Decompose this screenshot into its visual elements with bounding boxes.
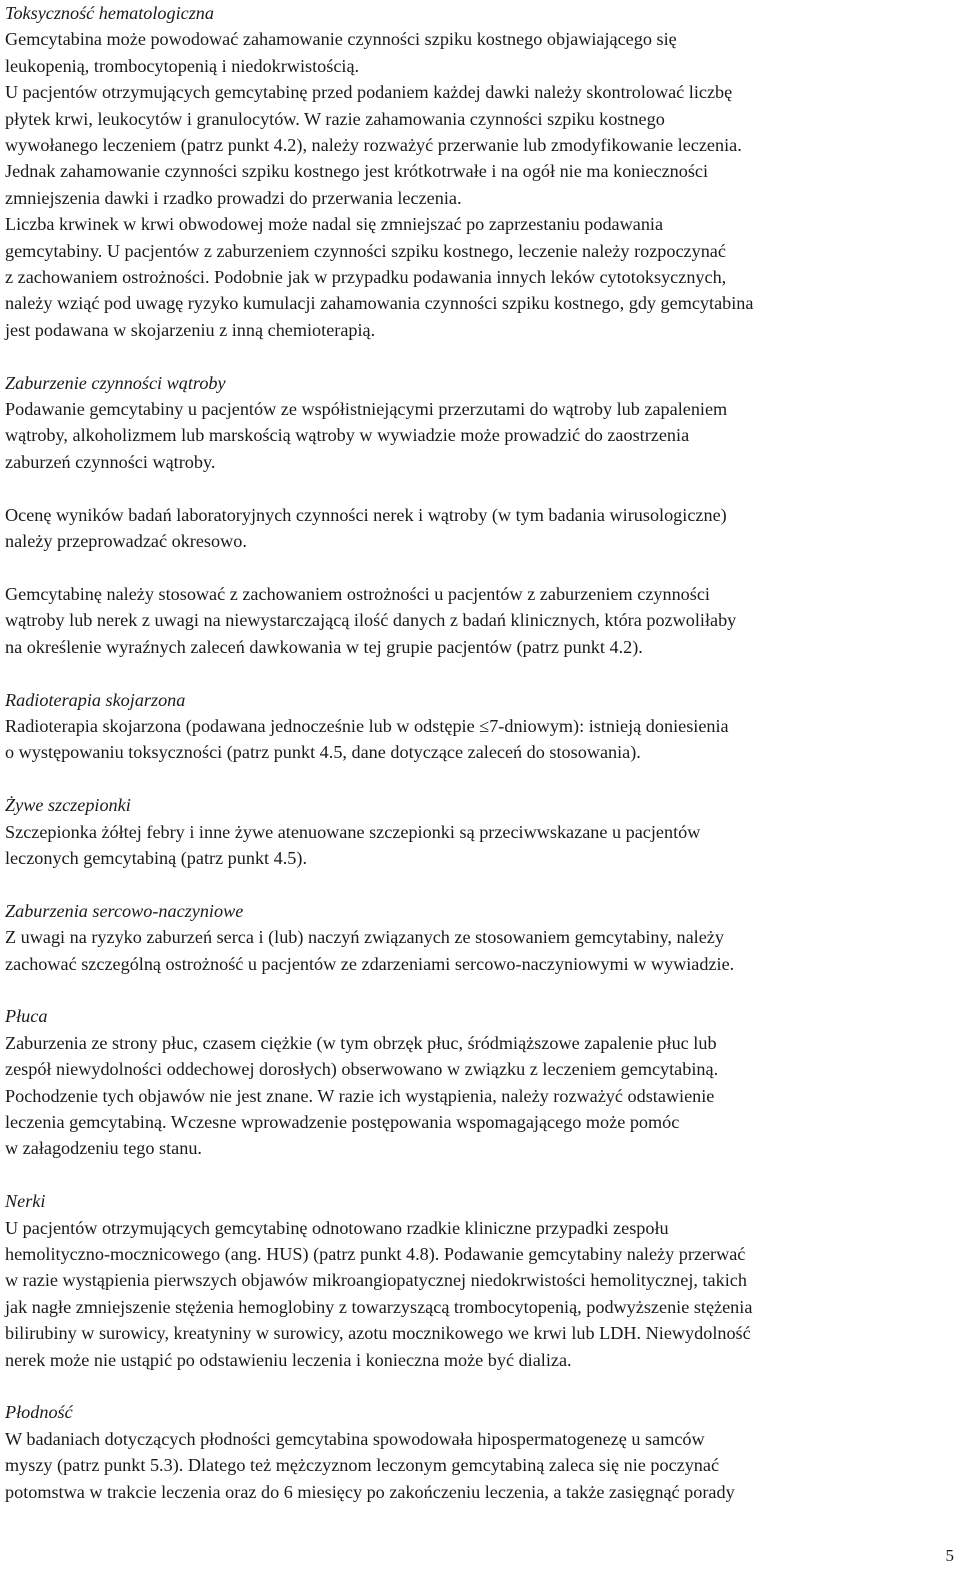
paragraph-line: gemcytabiny. U pacjentów z zaburzeniem czynności szpiku kostnego, leczenie należy rozpoczynać <box>5 240 726 261</box>
paragraph-line: płytek krwi, leukocytów i granulocytów. W razie zahamowania czynności szpiku kostnego <box>5 108 665 129</box>
paragraph-line: bilirubiny w surowicy, kreatyniny w surowicy, azotu mocznikowego we krwi lub LDH. Niewydolność <box>5 1323 751 1344</box>
paragraph-line: Ocenę wyników badań laboratoryjnych czynności nerek i wątroby (w tym badania wirusologiczne) <box>5 504 727 525</box>
paragraph-line: W badaniach dotyczących płodności gemcytabina spowodowała hipospermatogenezę u samców <box>5 1428 705 1449</box>
paragraph-line: myszy (patrz punkt 5.3). Dlatego też mężczyznom leczonym gemcytabiną zaleca się nie poczynać <box>5 1455 720 1476</box>
paragraph-line: wątroby, alkoholizmem lub marskością wątroby w wywiadzie może prowadzić do zaostrzenia <box>5 425 690 446</box>
paragraph-line: Gemcytabinę należy stosować z zachowaniem ostrożności u pacjentów z zaburzeniem czynności <box>5 583 710 604</box>
section <box>5 1003 955 1161</box>
paragraph-line: Podawanie gemcytabiny u pacjentów ze współistniejącymi przerzutami do wątroby lub zapaleniem <box>5 399 728 420</box>
section <box>5 0 955 343</box>
paragraph-line: Z uwagi na ryzyko zaburzeń serca i (lub) naczyń związanych ze stosowaniem gemcytabiny, należy <box>5 927 724 948</box>
paragraph-line: Zaburzenia ze strony płuc, czasem ciężkie (w tym obrzęk płuc, śródmiąższowe zapalenie płuc lub <box>5 1032 717 1053</box>
paragraph-line: Gemcytabina może powodować zahamowanie czynności szpiku kostnego objawiającego się <box>5 29 677 50</box>
paragraph-line: jak nagłe zmniejszenie stężenia hemoglobiny z towarzyszącą trombocytopenią, podwyższenie stężenia <box>5 1296 753 1317</box>
document-page <box>5 0 955 1505</box>
paragraph-line: w razie wystąpienia pierwszych objawów mikroangiopatycznej niedokrwistości hemolitycznej, takich <box>5 1270 747 1291</box>
paragraph-line: w załagodzeniu tego stanu. <box>5 1138 202 1159</box>
section <box>5 792 955 871</box>
section-heading: Zaburzenia sercowo-naczyniowe <box>5 900 244 921</box>
paragraph-line: Jednak zahamowanie czynności szpiku kostnego jest krótkotrwałe i na ogół nie ma konieczności <box>5 161 709 182</box>
paragraph-line: U pacjentów otrzymujących gemcytabinę odnotowano rzadkie kliniczne przypadki zespołu <box>5 1217 669 1238</box>
section-heading: Toksyczność hematologiczna <box>5 3 214 23</box>
paragraph-line: leczenia gemcytabiną. Wczesne wprowadzenie postępowania wspomagającego może pomóc <box>5 1111 680 1132</box>
section-heading: Płodność <box>5 1402 73 1423</box>
paragraph-line: z zachowaniem ostrożności. Podobnie jak w przypadku podawania innych leków cytotoksycznych, <box>5 267 727 288</box>
section <box>5 502 955 555</box>
paragraph-line: Radioterapia skojarzona (podawana jednocześnie lub w odstępie ≤7-dniowym): istnieją doniesienia <box>5 715 729 736</box>
section <box>5 370 955 476</box>
section <box>5 1188 955 1373</box>
paragraph-line: Szczepionka żółtej febry i inne żywe atenuowane szczepionki są przeciwwskazane u pacjentów <box>5 821 701 842</box>
section-heading: Żywe szczepionki <box>5 795 131 816</box>
section <box>5 581 955 660</box>
paragraph-line: zespół niewydolności oddechowej dorosłych) obserwowano w związku z leczeniem gemcytabiną. <box>5 1059 719 1080</box>
paragraph-line: zaburzeń czynności wątroby. <box>5 451 216 472</box>
paragraph-line: potomstwa w trakcie leczenia oraz do 6 miesięcy po zakończeniu leczenia, a także zasięgnąć porady <box>5 1481 735 1502</box>
section <box>5 1399 955 1505</box>
paragraph-line: zmniejszenia dawki i rzadko prowadzi do przerwania leczenia. <box>5 187 462 208</box>
paragraph-line: należy przeprowadzać okresowo. <box>5 531 247 552</box>
paragraph-line: Pochodzenie tych objawów nie jest znane. W razie ich wystąpienia, należy rozważyć odstawienie <box>5 1085 715 1106</box>
section-heading: Radioterapia skojarzona <box>5 689 186 710</box>
paragraph-line: należy wziąć pod uwagę ryzyko kumulacji zahamowania czynności szpiku kostnego, gdy gemcytabina <box>5 293 754 314</box>
paragraph-line: hemolityczno-mocznicowego (ang. HUS) (patrz punkt 4.8). Podawanie gemcytabiny należy przerwać <box>5 1243 746 1264</box>
paragraph-line: leczonych gemcytabiną (patrz punkt 4.5). <box>5 847 307 868</box>
paragraph-line: zachować szczególną ostrożność u pacjentów ze zdarzeniami sercowo-naczyniowymi w wywiadzie. <box>5 953 735 974</box>
paragraph-line: o występowaniu toksyczności (patrz punkt 4.5, dane dotyczące zaleceń do stosowania). <box>5 742 641 763</box>
section-heading: Zaburzenie czynności wątroby <box>5 372 226 393</box>
paragraph-line: U pacjentów otrzymujących gemcytabinę przed podaniem każdej dawki należy skontrolować liczbę <box>5 82 733 103</box>
page-number: 5 <box>945 1546 954 1565</box>
section <box>5 898 955 977</box>
paragraph-line: wywołanego leczeniem (patrz punkt 4.2), należy rozważyć przerwanie lub zmodyfikowanie leczenia. <box>5 135 742 156</box>
paragraph-line: Liczba krwinek w krwi obwodowej może nadal się zmniejszać po zaprzestaniu podawania <box>5 214 664 235</box>
paragraph-line: wątroby lub nerek z uwagi na niewystarczającą ilość danych z badań klinicznych, która pozwoliłaby <box>5 610 737 631</box>
paragraph-line: nerek może nie ustąpić po odstawieniu leczenia i konieczna może być dializa. <box>5 1349 572 1370</box>
paragraph-line: na określenie wyraźnych zaleceń dawkowania w tej grupie pacjentów (patrz punkt 4.2). <box>5 636 643 657</box>
section-heading: Nerki <box>5 1191 46 1212</box>
section-heading: Płuca <box>5 1006 48 1027</box>
paragraph-line: jest podawana w skojarzeniu z inną chemioterapią. <box>5 319 376 340</box>
section <box>5 687 955 766</box>
paragraph-line: leukopenią, trombocytopenią i niedokrwistością. <box>5 55 360 76</box>
